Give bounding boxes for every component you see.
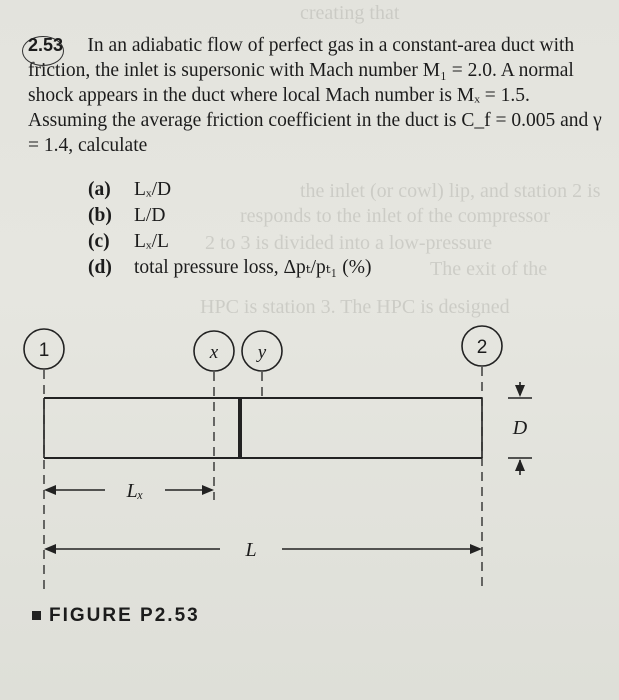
- bleed-through-text: HPC is station 3. The HPC is designed: [200, 296, 510, 318]
- list-item: (a) Lₓ/D: [88, 179, 172, 200]
- station-y-label: y: [257, 342, 267, 363]
- caption-square-icon: [32, 611, 41, 620]
- arrowhead: [470, 544, 482, 554]
- list-item: (b) L/D: [88, 205, 166, 226]
- arrowhead: [44, 485, 56, 495]
- problem-number: 2.53: [28, 35, 64, 55]
- arrowhead: [202, 485, 214, 495]
- arrowhead: [515, 459, 525, 471]
- bleed-through-text: The exit of the: [430, 258, 548, 280]
- bleed-through-text: 2 to 3 is divided into a low-pressure: [205, 232, 493, 254]
- station-1-label: 1: [38, 340, 50, 361]
- station-2-label: 2: [476, 337, 488, 358]
- arrowhead: [44, 544, 56, 554]
- d-label: D: [512, 417, 528, 439]
- figure-caption: FIGURE P2.53: [32, 605, 200, 627]
- bleed-through-text: responds to the inlet of the compressor: [240, 205, 550, 227]
- problem-text: In an adiabatic flow of perfect gas in a constant-area duct with friction, the inlet is supersonic with Mach number M₁ = 2.0. A normal shock appears in the duct where local Mach number is Mₓ = 1.5. Assuming the average friction coefficient in the duct is C_f = 0.005 and γ = 1.4, calculate: [28, 35, 602, 156]
- bleed-through-text: the inlet (or cowl) lip, and station 2 is: [300, 180, 601, 202]
- station-x-label: x: [209, 342, 219, 363]
- l-label: L: [245, 539, 257, 561]
- arrowhead: [515, 385, 525, 397]
- list-item: (d) total pressure loss, Δpₜ/pₜ₁ (%): [88, 257, 372, 278]
- list-item: (c) Lₓ/L: [88, 231, 169, 252]
- bleed-through-text: creating that: [300, 2, 400, 24]
- lx-label: Lₓ: [126, 480, 144, 502]
